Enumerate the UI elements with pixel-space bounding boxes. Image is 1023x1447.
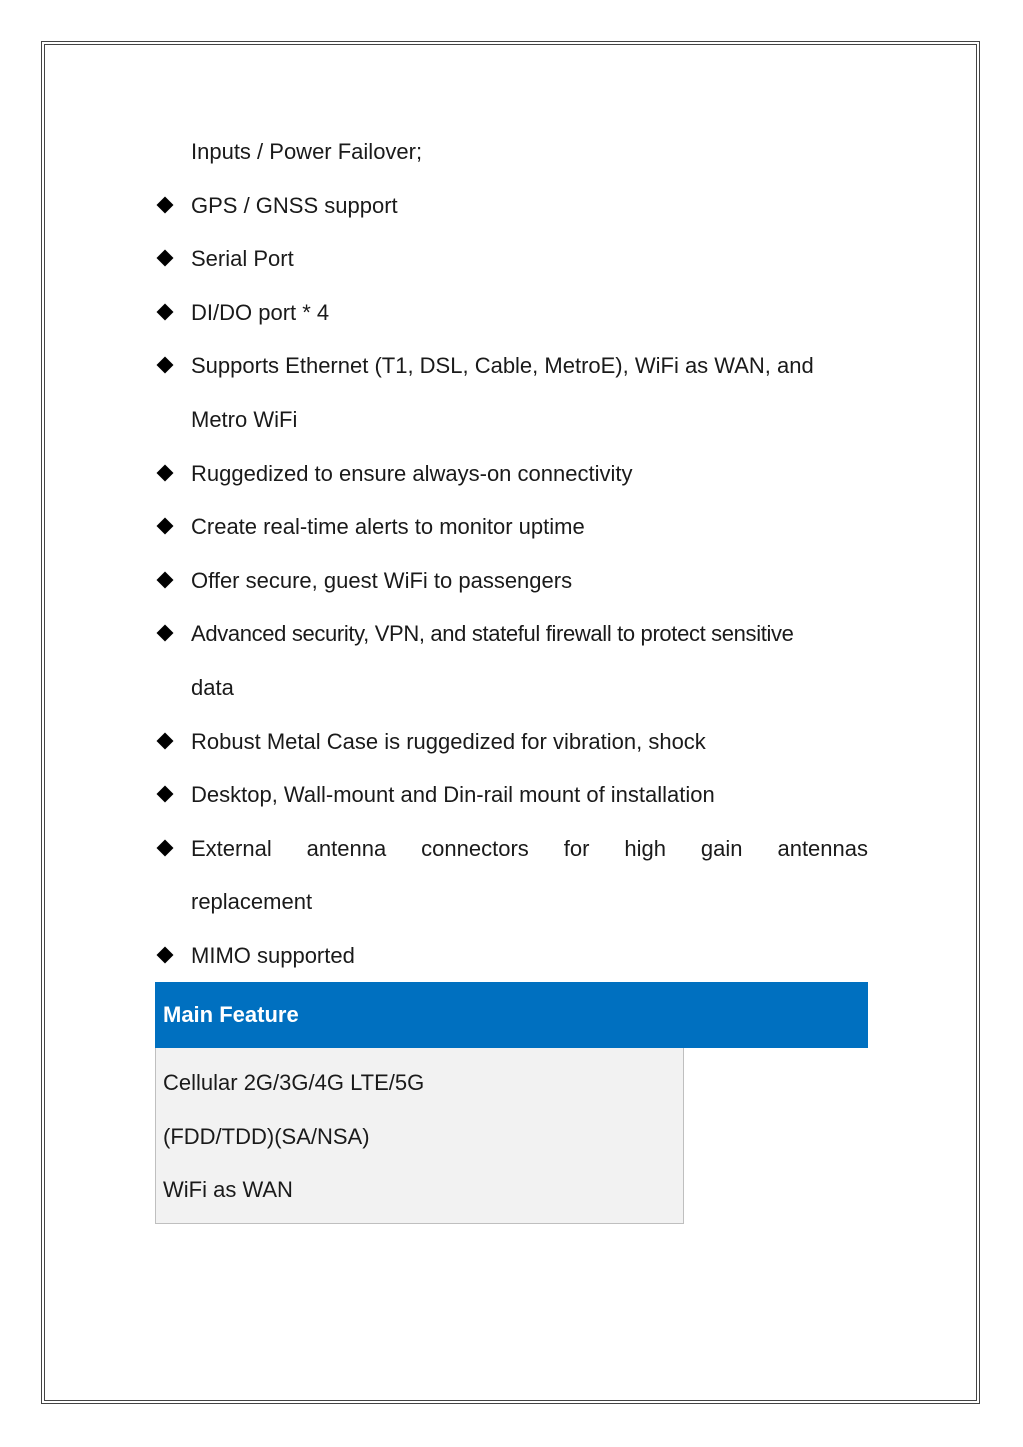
list-item bbox=[155, 929, 868, 983]
list-item bbox=[155, 286, 868, 340]
cell-line: (FDD/TDD)(SA/NSA) bbox=[163, 1123, 370, 1149]
cell-line: WiFi as WAN bbox=[163, 1177, 293, 1203]
diamond-bullet-icon bbox=[155, 554, 191, 608]
line-text: Desktop, Wall-mount and Din-rail mount of installation bbox=[191, 782, 715, 808]
line-text: Metro WiFi bbox=[191, 406, 298, 432]
diamond-bullet-icon bbox=[155, 339, 191, 393]
diamond-bullet-icon bbox=[155, 822, 191, 876]
list-item-continuation bbox=[155, 393, 868, 447]
diamond-bullet-icon bbox=[155, 500, 191, 554]
list-item bbox=[155, 715, 868, 769]
diamond-bullet-icon bbox=[155, 179, 191, 233]
list-item bbox=[155, 232, 868, 286]
diamond-bullet-icon bbox=[155, 715, 191, 769]
line-text: Ruggedized to ensure always-on connectivity bbox=[191, 460, 633, 486]
list-item-continuation bbox=[155, 125, 868, 179]
list-item bbox=[155, 768, 868, 822]
diamond-bullet-icon bbox=[155, 286, 191, 340]
word: for bbox=[563, 835, 590, 861]
main-feature-table bbox=[155, 982, 868, 1224]
line-text: Create real-time alerts to monitor uptime bbox=[191, 514, 585, 540]
line-text: Supports Ethernet (T1, DSL, Cable, MetroE), WiFi as WAN, and bbox=[191, 353, 814, 379]
line-text: MIMO supported bbox=[191, 942, 355, 968]
list-item-justified bbox=[155, 822, 868, 876]
list-item bbox=[155, 179, 868, 233]
list-item bbox=[155, 554, 868, 608]
word: External bbox=[191, 835, 272, 861]
diamond-bullet-icon bbox=[155, 929, 191, 983]
list-item bbox=[155, 339, 868, 393]
line-text: Offer secure, guest WiFi to passengers bbox=[191, 567, 573, 593]
table-header: Main Feature bbox=[155, 982, 868, 1048]
word: gain bbox=[700, 835, 743, 861]
word: antenna bbox=[306, 835, 387, 861]
line-text: Serial Port bbox=[191, 246, 294, 272]
line-text: Advanced security, VPN, and stateful firewall to protect sensitive bbox=[191, 621, 794, 647]
list-item bbox=[155, 500, 868, 554]
table-cell bbox=[155, 1048, 684, 1224]
diamond-bullet-icon bbox=[155, 607, 191, 661]
word: connectors bbox=[421, 835, 529, 861]
line-text: data bbox=[191, 674, 234, 700]
line-text: Inputs / Power Failover; bbox=[191, 139, 423, 164]
diamond-bullet-icon bbox=[155, 768, 191, 822]
line-text: Robust Metal Case is ruggedized for vibration, shock bbox=[191, 728, 706, 754]
feature-list bbox=[155, 125, 868, 983]
list-item-continuation bbox=[155, 661, 868, 715]
word: antennas bbox=[777, 835, 868, 861]
diamond-bullet-icon bbox=[155, 447, 191, 501]
list-item-continuation bbox=[155, 875, 868, 929]
cell-line: Cellular 2G/3G/4G LTE/5G bbox=[163, 1070, 425, 1095]
diamond-bullet-icon bbox=[155, 232, 191, 286]
list-item bbox=[155, 607, 868, 661]
list-item bbox=[155, 447, 868, 501]
line-text: replacement bbox=[191, 889, 313, 915]
word: high bbox=[624, 835, 666, 861]
line-text: GPS / GNSS support bbox=[191, 192, 398, 218]
line-text: DI/DO port * 4 bbox=[191, 299, 330, 325]
